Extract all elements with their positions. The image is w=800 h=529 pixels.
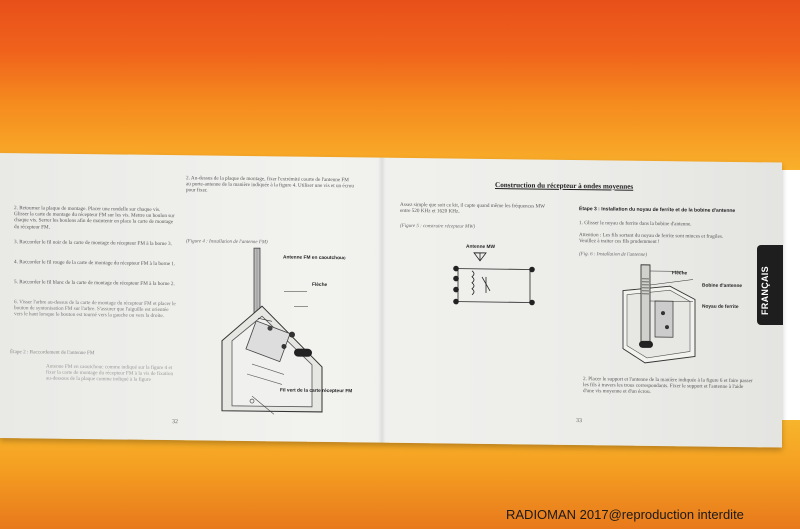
fig4-label-wire: Fil vert de la carte récepteur FM: [280, 388, 353, 395]
step3-warning: Attention : Les fils sortant du noyau de ferrite sont minces et fragiles. Veuillez à traiter ces fils prudemment !: [579, 232, 724, 246]
left-step2-heading: Étape 2 : Raccordement de l'antenne FM: [10, 349, 95, 357]
watermark: RADIOMAN 2017@reproduction interdite: [506, 507, 744, 522]
fig4-label-antenna: Antenne FM en caoutchouc: [283, 255, 346, 262]
fig6-label-coil: Bobine d'antenne: [702, 283, 743, 290]
right-intro: Assez simple que soit ce kit, il capte quand même les fréquences MW entre 520 KHz et 1620 KHz.: [400, 201, 545, 215]
manual-booklet: [0, 153, 782, 448]
left-page-number: 32: [172, 419, 178, 426]
right-page-number: 33: [576, 418, 582, 425]
booklet-spine: [378, 158, 386, 443]
language-tab-label: FRANÇAIS: [760, 266, 770, 315]
step3-item-2: 2. Placer le support et l'antenne de la manière indiquée à la figure 6 et faire passer les fils à travers les trous correspondants. Fixer le support et l'antenne à l'aide d'une vis moyenne et d'un écrou.: [583, 376, 753, 396]
fig4-caption: (Figure 4 : Installation de l'antenne FM): [186, 239, 268, 246]
step3-item-1: 1. Glisser le noyau de ferrite dans la bobine d'antenne.: [579, 220, 692, 228]
fig6-label-core: Noyau de ferrite: [702, 304, 739, 311]
language-tab: [757, 245, 783, 325]
left-step2-text: Antenne FM en caoutchouc comme indiqué sur la figure 4 et fixer la carte de montage du récepteur FM à la vis de fixation au-dessous de la plaque comme indiqué à la figure: [46, 363, 174, 384]
left-step-4: 4. Raccorder le fil rouge de la carte de montage du récepteur FM à la borne 1.: [14, 259, 176, 268]
step3-title: Étape 3 : Installation du noyau de ferrite et de la bobine d'antenne: [579, 206, 736, 214]
fig4-label-arrow: Flèche: [312, 282, 328, 288]
fig6-caption: (Fig. 6 : Installation de l'antenne): [579, 252, 648, 258]
fig5-caption: (Figure 5 : construire récepteur MW): [400, 223, 476, 230]
right-heading: Construction du récepteur à ondes moyennes: [495, 181, 634, 191]
left-col2-step2: 2. Au-dessus de la plaque de montage, fixer l'extrémité courte de l'antenne FM au porte-antenne de la manière indiquée à la figure 4. Utiliser une vis et un écrou pour fixer.: [186, 175, 354, 194]
fig6-label-arrow: Flèche: [672, 271, 688, 277]
left-step-3: 3. Raccorder le fil noir de la carte de montage du récepteur FM à la borne 3.: [14, 239, 172, 248]
figure-6-antenna-installation: [615, 261, 710, 372]
left-step-5: 5. Raccorder le fil blanc de la carte de montage du récepteur FM à la borne 2.: [14, 279, 175, 288]
figure-4-fm-antenna: [212, 246, 332, 422]
figure-5-mw-receiver-schematic: [440, 246, 540, 317]
fig5-label-antenna-mw: Antenne MW: [466, 244, 496, 251]
background-top: [0, 0, 800, 170]
left-step-6: 6. Visser l'arbre au-dessus de la carte de montage du récepteur FM et placer le bouton de syntonisation FM sur l'arbre. S'assurer que l'aiguille est orientée vers le haut lorsque le bouton est tourné vers la gauche ou vers la droite.: [14, 299, 176, 320]
left-step-2: 2. Retourner la plaque de montage. Placer une rondelle sur chaque vis. Glisser la carte de montage du récepteur FM sur les vis. Mettre un boulon sur chaque vis. Serrer les boulons afin de maintenir en place la carte de montage du récepteur FM.: [14, 205, 175, 231]
